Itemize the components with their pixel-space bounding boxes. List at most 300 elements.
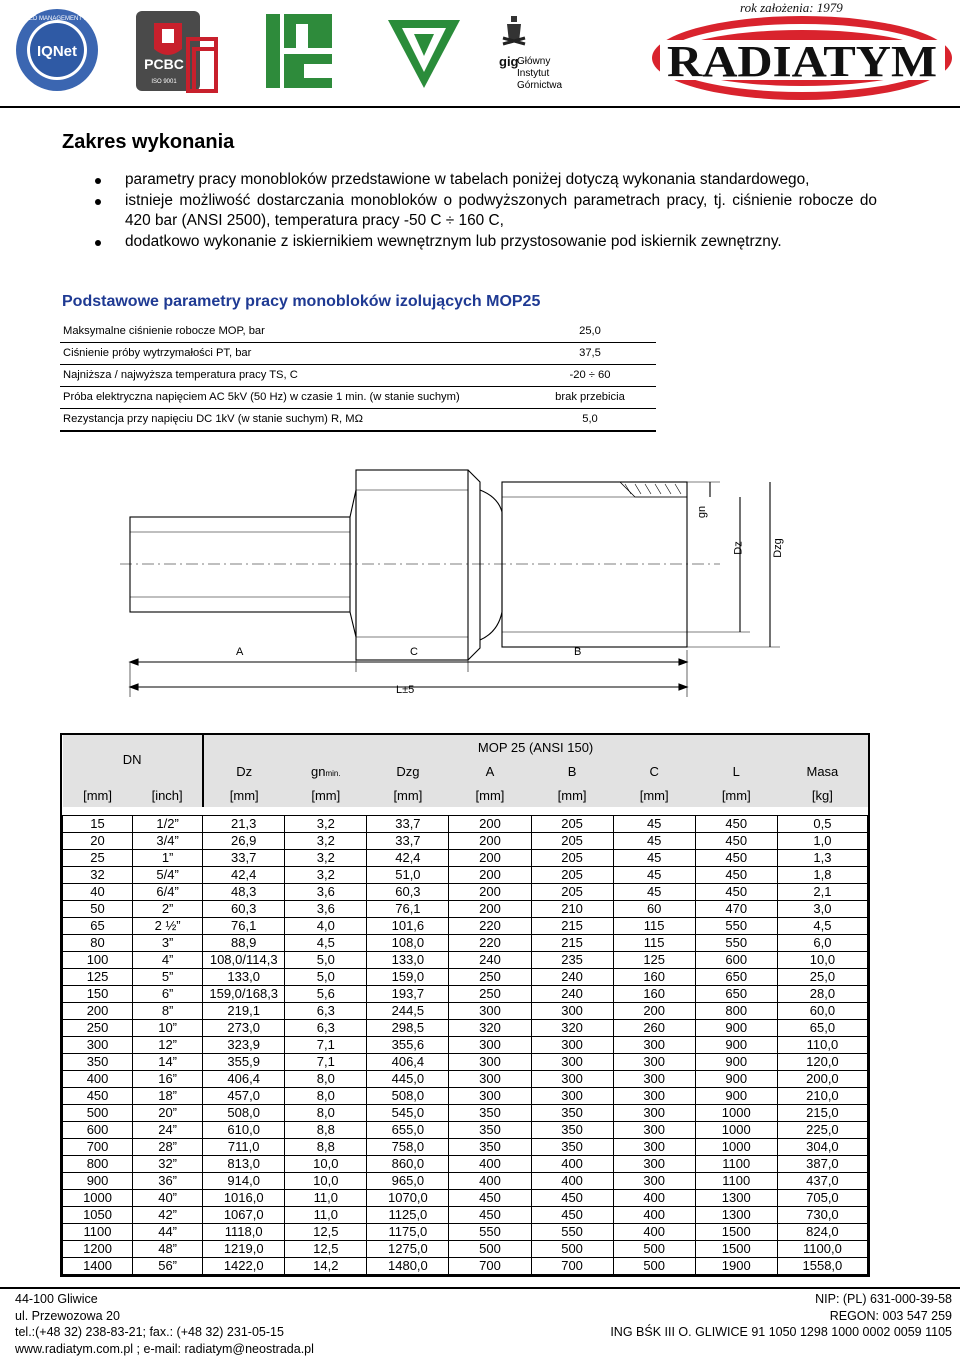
table-cell: 300 [531, 1088, 613, 1105]
table-cell: 11,0 [285, 1190, 367, 1207]
table-cell: 16” [133, 1071, 203, 1088]
table-row [63, 1258, 868, 1275]
table-row [63, 1122, 868, 1139]
table-cell: 550 [531, 1224, 613, 1241]
table-cell: 100 [63, 952, 133, 969]
table-row [63, 986, 868, 1003]
table-cell: 200 [63, 1003, 133, 1020]
table-cell: 500 [613, 1258, 695, 1275]
table-cell: 350 [531, 1105, 613, 1122]
table-cell: 610,0 [203, 1122, 285, 1139]
table-cell: 900 [63, 1173, 133, 1190]
table-cell: 758,0 [367, 1139, 449, 1156]
table-cell: 450 [695, 833, 777, 850]
table-cell: 1125,0 [367, 1207, 449, 1224]
table-cell: 21,3 [203, 816, 285, 833]
table-cell: 1900 [695, 1258, 777, 1275]
table-cell: 6,3 [285, 1020, 367, 1037]
table-cell: 1300 [695, 1190, 777, 1207]
table-cell: 33,7 [367, 816, 449, 833]
table-cell: 28,0 [777, 986, 867, 1003]
table-cell: 400 [531, 1156, 613, 1173]
table-cell: 40” [133, 1190, 203, 1207]
table-cell: 900 [695, 1054, 777, 1071]
table-cell: 18” [133, 1088, 203, 1105]
table-cell: 300 [613, 1088, 695, 1105]
table-cell: 219,1 [203, 1003, 285, 1020]
table-cell: 51,0 [367, 867, 449, 884]
table-cell: 240 [449, 952, 531, 969]
unit-header: [mm] [285, 783, 367, 807]
params-title: Podstawowe parametry pracy monobloków izolujących MOP25 [62, 293, 541, 310]
table-cell: 350 [449, 1105, 531, 1122]
table-cell: 1200 [63, 1241, 133, 1258]
table-cell: 80 [63, 935, 133, 952]
table-cell: 400 [449, 1173, 531, 1190]
bullet-icon [95, 178, 101, 184]
table-cell: 60 [613, 901, 695, 918]
table-cell: 33,7 [203, 850, 285, 867]
table-cell: 1100 [695, 1156, 777, 1173]
table-cell: 450 [449, 1207, 531, 1224]
table-cell: 1500 [695, 1241, 777, 1258]
table-cell: 900 [695, 1020, 777, 1037]
table-cell: 42,4 [367, 850, 449, 867]
unit-header: [mm] [63, 783, 133, 807]
table-cell: 304,0 [777, 1139, 867, 1156]
table-cell: 350 [531, 1122, 613, 1139]
table-cell: 108,0 [367, 935, 449, 952]
table-cell: 813,0 [203, 1156, 285, 1173]
table-cell: 240 [531, 986, 613, 1003]
table-cell: 400 [449, 1156, 531, 1173]
table-cell: 32 [63, 867, 133, 884]
table-cell: 450 [531, 1207, 613, 1224]
table-cell: 355,6 [367, 1037, 449, 1054]
table-cell: 1,0 [777, 833, 867, 850]
table-cell: 48,3 [203, 884, 285, 901]
table-cell: 300 [613, 1105, 695, 1122]
table-cell: 500 [613, 1241, 695, 1258]
table-cell: 350 [531, 1139, 613, 1156]
table-cell: 42,4 [203, 867, 285, 884]
gig-logo [497, 14, 577, 96]
table-cell: 500 [449, 1241, 531, 1258]
table-cell: 1480,0 [367, 1258, 449, 1275]
table-cell: 300 [613, 1156, 695, 1173]
table-cell: 545,0 [367, 1105, 449, 1122]
table-row [63, 1020, 868, 1037]
table-cell: 25,0 [777, 969, 867, 986]
column-header: gnmin. [285, 759, 367, 783]
table-cell: 200 [449, 850, 531, 867]
params-table [60, 321, 656, 432]
table-cell: 406,4 [203, 1071, 285, 1088]
table-row [63, 1037, 868, 1054]
table-cell: 1000 [695, 1105, 777, 1122]
table-cell: 1,8 [777, 867, 867, 884]
table-cell: 11,0 [285, 1207, 367, 1224]
table-cell: 33,7 [367, 833, 449, 850]
table-cell: 24” [133, 1122, 203, 1139]
table-cell: 450 [695, 816, 777, 833]
dim-A: A [236, 646, 244, 658]
table-cell: 800 [63, 1156, 133, 1173]
table-cell: 350 [63, 1054, 133, 1071]
table-cell: 6,0 [777, 935, 867, 952]
table-cell: 406,4 [367, 1054, 449, 1071]
table-cell: 400 [531, 1173, 613, 1190]
footer-address: 44-100 Gliwice ul. Przewozowa 20 tel.:(+48 32) 238-83-21; fax.: (+48 32) 231-05-15 www.radiatym.com.pl ; e-mail: radiatym@neostrada.pl [15, 1292, 314, 1356]
dimensions-table [60, 733, 870, 1277]
table-cell: 300 [531, 1071, 613, 1088]
table-cell: 45 [613, 867, 695, 884]
table-cell: 5” [133, 969, 203, 986]
table-cell: 45 [613, 850, 695, 867]
table-cell: 711,0 [203, 1139, 285, 1156]
table-cell: 200 [449, 901, 531, 918]
unit-header: [mm] [449, 783, 531, 807]
table-row [63, 969, 868, 986]
unit-header: [kg] [777, 783, 867, 807]
list-item: dodatkowo wykonanie z iskiernikiem wewnętrznym lub przystosowanie pod iskiernik zewnętrzny. [92, 232, 877, 253]
table-cell: 3,2 [285, 833, 367, 850]
table-cell: 205 [531, 884, 613, 901]
unit-header: [inch] [133, 783, 203, 807]
table-cell: 5,6 [285, 986, 367, 1003]
dn-header: DN [63, 735, 203, 783]
table-cell: 250 [449, 986, 531, 1003]
table-cell: 300 [63, 1037, 133, 1054]
table-cell: 300 [449, 1088, 531, 1105]
table-cell: 355,9 [203, 1054, 285, 1071]
table-cell: 133,0 [203, 969, 285, 986]
table-cell: 42” [133, 1207, 203, 1224]
table-cell: 60,0 [777, 1003, 867, 1020]
table-cell: 450 [449, 1190, 531, 1207]
table-cell: 300 [449, 1054, 531, 1071]
table-cell: 159,0/168,3 [203, 986, 285, 1003]
table-cell: 450 [695, 867, 777, 884]
param-row: Ciśnienie próby wytrzymałości PT, bar 37,5 [60, 343, 656, 365]
table-cell: 300 [613, 1139, 695, 1156]
monoblock-drawing [120, 462, 820, 700]
table-cell: 4,5 [777, 918, 867, 935]
pcbc-logo [134, 9, 220, 95]
table-cell: 5/4” [133, 867, 203, 884]
table-cell: 1219,0 [203, 1241, 285, 1258]
mop-header: MOP 25 (ANSI 150) [203, 735, 868, 759]
gig-line-3: Górnictwa [517, 80, 563, 91]
table-cell: 45 [613, 816, 695, 833]
table-row [63, 1173, 868, 1190]
table-cell: 387,0 [777, 1156, 867, 1173]
column-header: B [531, 759, 613, 783]
table-cell: 150 [63, 986, 133, 1003]
table-cell: 160 [613, 969, 695, 986]
table-cell: 700 [63, 1139, 133, 1156]
inig-logo [266, 14, 334, 88]
table-cell: 3,6 [285, 901, 367, 918]
list-item: parametry pracy monobloków przedstawione w tabelach poniżej dotyczą wykonania standardowego, [92, 170, 877, 191]
table-cell: 60,3 [203, 901, 285, 918]
table-cell: 56” [133, 1258, 203, 1275]
table-cell: 6” [133, 986, 203, 1003]
table-cell: 4,0 [285, 918, 367, 935]
table-cell: 240 [531, 969, 613, 986]
table-cell: 1300 [695, 1207, 777, 1224]
table-row [63, 1054, 868, 1071]
table-cell: 10,0 [777, 952, 867, 969]
table-cell: 300 [613, 1071, 695, 1088]
table-cell: 215 [531, 918, 613, 935]
table-cell: 320 [531, 1020, 613, 1037]
iqnet-certified-logo [5, 7, 109, 93]
table-cell: 2,1 [777, 884, 867, 901]
footer-divider [0, 1287, 960, 1289]
table-cell: 508,0 [367, 1088, 449, 1105]
table-cell: 7,1 [285, 1037, 367, 1054]
table-cell: 1067,0 [203, 1207, 285, 1224]
dim-L: L±5 [396, 684, 415, 696]
table-cell: 300 [531, 1054, 613, 1071]
dim-C: C [410, 646, 418, 658]
table-cell: 44” [133, 1224, 203, 1241]
table-cell: 1500 [695, 1224, 777, 1241]
unit-header: [mm] [613, 783, 695, 807]
table-cell: 215,0 [777, 1105, 867, 1122]
table-cell: 220 [449, 935, 531, 952]
table-cell: 1070,0 [367, 1190, 449, 1207]
table-cell: 200 [613, 1003, 695, 1020]
table-cell: 1000 [695, 1122, 777, 1139]
table-cell: 1100 [695, 1173, 777, 1190]
table-cell: 400 [613, 1207, 695, 1224]
table-cell: 244,5 [367, 1003, 449, 1020]
table-cell: 15 [63, 816, 133, 833]
table-row [63, 1207, 868, 1224]
bullet-icon [95, 240, 101, 246]
table-cell: 50 [63, 901, 133, 918]
table-cell: 300 [449, 1003, 531, 1020]
table-cell: 400 [613, 1224, 695, 1241]
param-row: Najniższa / najwyższa temperatura pracy TS, C -20 ÷ 60 [60, 365, 656, 387]
table-cell: 600 [695, 952, 777, 969]
table-cell: 470 [695, 901, 777, 918]
bullet-icon [95, 199, 101, 205]
table-row [63, 1088, 868, 1105]
table-cell: 3,6 [285, 884, 367, 901]
table-cell: 8,0 [285, 1088, 367, 1105]
table-cell: 8,0 [285, 1105, 367, 1122]
radiatym-logo [650, 12, 955, 104]
table-cell: 115 [613, 935, 695, 952]
unit-header: [mm] [367, 783, 449, 807]
table-cell: 300 [531, 1037, 613, 1054]
table-cell: 25 [63, 850, 133, 867]
table-cell: 3,0 [777, 901, 867, 918]
table-cell: 860,0 [367, 1156, 449, 1173]
table-cell: 3/4” [133, 833, 203, 850]
table-cell: 350 [449, 1139, 531, 1156]
table-cell: 65,0 [777, 1020, 867, 1037]
table-cell: 45 [613, 884, 695, 901]
table-cell: 65 [63, 918, 133, 935]
brand-name: RADIATYM [667, 37, 937, 86]
table-cell: 108,0/114,3 [203, 952, 285, 969]
table-row [63, 1139, 868, 1156]
table-cell: 1000 [63, 1190, 133, 1207]
column-header: C [613, 759, 695, 783]
table-cell: 965,0 [367, 1173, 449, 1190]
table-cell: 32” [133, 1156, 203, 1173]
table-cell: 200 [449, 833, 531, 850]
table-row [63, 884, 868, 901]
unit-header: [mm] [531, 783, 613, 807]
table-row [63, 1003, 868, 1020]
gig-line-1: Główny [517, 56, 551, 67]
table-cell: 1000 [695, 1139, 777, 1156]
table-row [63, 867, 868, 884]
table-cell: 300 [449, 1071, 531, 1088]
table-cell: 508,0 [203, 1105, 285, 1122]
table-cell: 1400 [63, 1258, 133, 1275]
table-cell: 14,2 [285, 1258, 367, 1275]
table-cell: 36” [133, 1173, 203, 1190]
table-row [63, 816, 868, 833]
udt-logo [384, 14, 464, 92]
iqnet-text: IQNet [36, 43, 78, 60]
table-cell: 1175,0 [367, 1224, 449, 1241]
table-cell: 900 [695, 1037, 777, 1054]
table-cell: 300 [613, 1054, 695, 1071]
table-cell: 2 ½” [133, 918, 203, 935]
table-cell: 730,0 [777, 1207, 867, 1224]
table-cell: 10” [133, 1020, 203, 1037]
table-cell: 215 [531, 935, 613, 952]
column-header: L [695, 759, 777, 783]
table-cell: 60,3 [367, 884, 449, 901]
table-cell: 8,8 [285, 1122, 367, 1139]
table-cell: 8,8 [285, 1139, 367, 1156]
param-row: Rezystancja przy napięciu DC 1kV (w stanie suchym) R, MΩ 5,0 [60, 409, 656, 432]
list-item: istnieje możliwość dostarczania monobloków o podwyższonych parametrach pracy, tj. ciśnienie robocze do 420 bar (ANSI 2500), temperatura pracy -50 C ÷ 160 C, [92, 191, 877, 232]
table-cell: 235 [531, 952, 613, 969]
table-cell: 705,0 [777, 1190, 867, 1207]
dim-Dzg: Dzg [771, 538, 784, 558]
table-cell: 550 [695, 935, 777, 952]
table-cell: 300 [449, 1037, 531, 1054]
header-divider [0, 106, 960, 108]
founded-year: rok założenia: 1979 [740, 0, 843, 15]
column-header: Masa [777, 759, 867, 783]
unit-header: [mm] [695, 783, 777, 807]
table-cell: 5,0 [285, 952, 367, 969]
table-row [63, 1105, 868, 1122]
table-cell: 800 [695, 1003, 777, 1020]
table-cell: 225,0 [777, 1122, 867, 1139]
table-cell: 76,1 [203, 918, 285, 935]
table-cell: 76,1 [367, 901, 449, 918]
table-cell: 300 [613, 1173, 695, 1190]
table-cell: 1050 [63, 1207, 133, 1224]
table-cell: 8” [133, 1003, 203, 1020]
table-cell: 20” [133, 1105, 203, 1122]
table-cell: 4” [133, 952, 203, 969]
table-cell: 320 [449, 1020, 531, 1037]
table-cell: 2” [133, 901, 203, 918]
footer-contact-link[interactable]: www.radiatym.com.pl ; e-mail: radiatym@neostrada.pl [15, 1341, 314, 1356]
table-cell: 650 [695, 986, 777, 1003]
table-cell: 500 [531, 1241, 613, 1258]
table-cell: 450 [63, 1088, 133, 1105]
table-cell: 1558,0 [777, 1258, 867, 1275]
table-cell: 10,0 [285, 1173, 367, 1190]
table-cell: 12” [133, 1037, 203, 1054]
table-cell: 6,3 [285, 1003, 367, 1020]
table-cell: 205 [531, 833, 613, 850]
table-row [63, 1224, 868, 1241]
table-cell: 700 [531, 1258, 613, 1275]
table-row [63, 901, 868, 918]
table-cell: 101,6 [367, 918, 449, 935]
table-row [63, 918, 868, 935]
table-cell: 300 [613, 1037, 695, 1054]
table-row [63, 1190, 868, 1207]
table-cell: 298,5 [367, 1020, 449, 1037]
table-cell: 200 [449, 867, 531, 884]
table-cell: 400 [63, 1071, 133, 1088]
table-row [63, 1071, 868, 1088]
iqnet-ring-text: CERTIFIED MANAGEMENT SYSTEM [5, 16, 109, 22]
table-cell: 200 [449, 816, 531, 833]
table-cell: 500 [63, 1105, 133, 1122]
table-cell: 900 [695, 1071, 777, 1088]
table-cell: 205 [531, 867, 613, 884]
table-cell: 26,9 [203, 833, 285, 850]
table-cell: 160 [613, 986, 695, 1003]
table-cell: 205 [531, 816, 613, 833]
table-cell: 260 [613, 1020, 695, 1037]
column-header: Dz [203, 759, 285, 783]
pcbc-text: PCBC [144, 56, 184, 72]
page-title: Zakres wykonania [62, 131, 235, 153]
dim-Dz: Dz [732, 541, 745, 555]
table-cell: 8,0 [285, 1071, 367, 1088]
table-cell: 445,0 [367, 1071, 449, 1088]
table-cell: 350 [449, 1122, 531, 1139]
table-cell: 1100,0 [777, 1241, 867, 1258]
table-cell: 20 [63, 833, 133, 850]
table-cell: 250 [449, 969, 531, 986]
table-cell: 3,2 [285, 850, 367, 867]
table-cell: 4,5 [285, 935, 367, 952]
table-cell: 655,0 [367, 1122, 449, 1139]
table-cell: 1” [133, 850, 203, 867]
table-cell: 323,9 [203, 1037, 285, 1054]
table-cell: 5,0 [285, 969, 367, 986]
table-row [63, 952, 868, 969]
table-cell: 210,0 [777, 1088, 867, 1105]
table-cell: 457,0 [203, 1088, 285, 1105]
table-cell: 7,1 [285, 1054, 367, 1071]
table-cell: 900 [695, 1088, 777, 1105]
table-cell: 205 [531, 850, 613, 867]
table-cell: 450 [695, 884, 777, 901]
table-cell: 1,3 [777, 850, 867, 867]
table-cell: 28” [133, 1139, 203, 1156]
table-cell: 273,0 [203, 1020, 285, 1037]
